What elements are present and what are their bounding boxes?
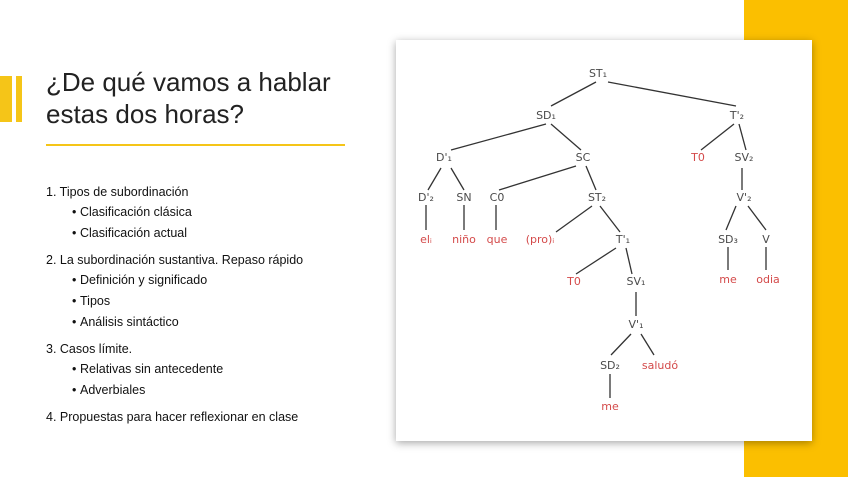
tree-node: V'₂ bbox=[736, 191, 752, 204]
tree-node: SV₁ bbox=[626, 275, 646, 288]
outline-item: • Análisis sintáctico bbox=[46, 312, 386, 333]
tree-node: D'₁ bbox=[436, 151, 452, 164]
tree-leaf: (pro)ᵢ bbox=[525, 233, 555, 246]
outline-list bbox=[46, 182, 386, 433]
tree-node: D'₂ bbox=[418, 191, 434, 204]
tree-leaf: me bbox=[601, 400, 619, 413]
outline-section bbox=[46, 407, 386, 427]
tree-leaf: saludó bbox=[641, 359, 679, 372]
outline-item: • Clasificación clásica bbox=[46, 202, 386, 223]
tree-node: T0 bbox=[691, 151, 705, 164]
tree-node: SD₁ bbox=[536, 109, 556, 122]
tree-node: T0 bbox=[567, 275, 581, 288]
outline-section bbox=[46, 250, 386, 333]
tree-node: ST₁ bbox=[588, 67, 608, 80]
tree-leaf: elᵢ bbox=[420, 233, 432, 246]
tree-node: SV₂ bbox=[734, 151, 754, 164]
syntax-tree-figure bbox=[396, 40, 812, 441]
tree-node: SN bbox=[456, 191, 472, 204]
outline-section-title: 4. Propuestas para hacer reflexionar en clase bbox=[46, 410, 299, 424]
title-underline bbox=[46, 144, 345, 146]
outline-item: • Definición y significado bbox=[46, 270, 386, 291]
slide-title: ¿De qué vamos a hablar estas dos horas? bbox=[46, 67, 331, 129]
outline-section-title: 3. Casos límite. bbox=[46, 342, 133, 356]
tree-edges bbox=[426, 82, 766, 398]
title-accent-bar bbox=[0, 76, 12, 122]
outline-section bbox=[46, 339, 386, 401]
tree-node: SC bbox=[575, 151, 591, 164]
tree-node: SD₃ bbox=[718, 233, 738, 246]
outline-item: • Clasificación actual bbox=[46, 223, 386, 244]
title-accent-bar-thin bbox=[16, 76, 22, 122]
outline-item: • Tipos bbox=[46, 291, 386, 312]
outline-section-title: 2. La subordinación sustantiva. Repaso rápido bbox=[46, 253, 304, 267]
syntax-tree-svg bbox=[396, 40, 812, 441]
tree-leaf: odia bbox=[756, 273, 780, 286]
tree-node: T'₁ bbox=[615, 233, 631, 246]
tree-node: SD₂ bbox=[600, 359, 620, 372]
tree-node: C0 bbox=[489, 191, 505, 204]
tree-node: T'₂ bbox=[729, 109, 745, 122]
tree-leaf: me bbox=[719, 273, 737, 286]
tree-leaves bbox=[420, 233, 780, 413]
tree-leaf: niño bbox=[452, 233, 476, 246]
outline-item: • Adverbiales bbox=[46, 380, 386, 401]
outline-section bbox=[46, 182, 386, 244]
tree-node: V'₁ bbox=[628, 318, 644, 331]
outline-item: • Relativas sin antecedente bbox=[46, 359, 386, 380]
tree-node: ST₂ bbox=[587, 191, 607, 204]
outline-section-title: 1. Tipos de subordinación bbox=[46, 185, 189, 199]
tree-nodes bbox=[418, 67, 770, 372]
tree-leaf: que bbox=[486, 233, 508, 246]
tree-node: V bbox=[762, 233, 770, 246]
